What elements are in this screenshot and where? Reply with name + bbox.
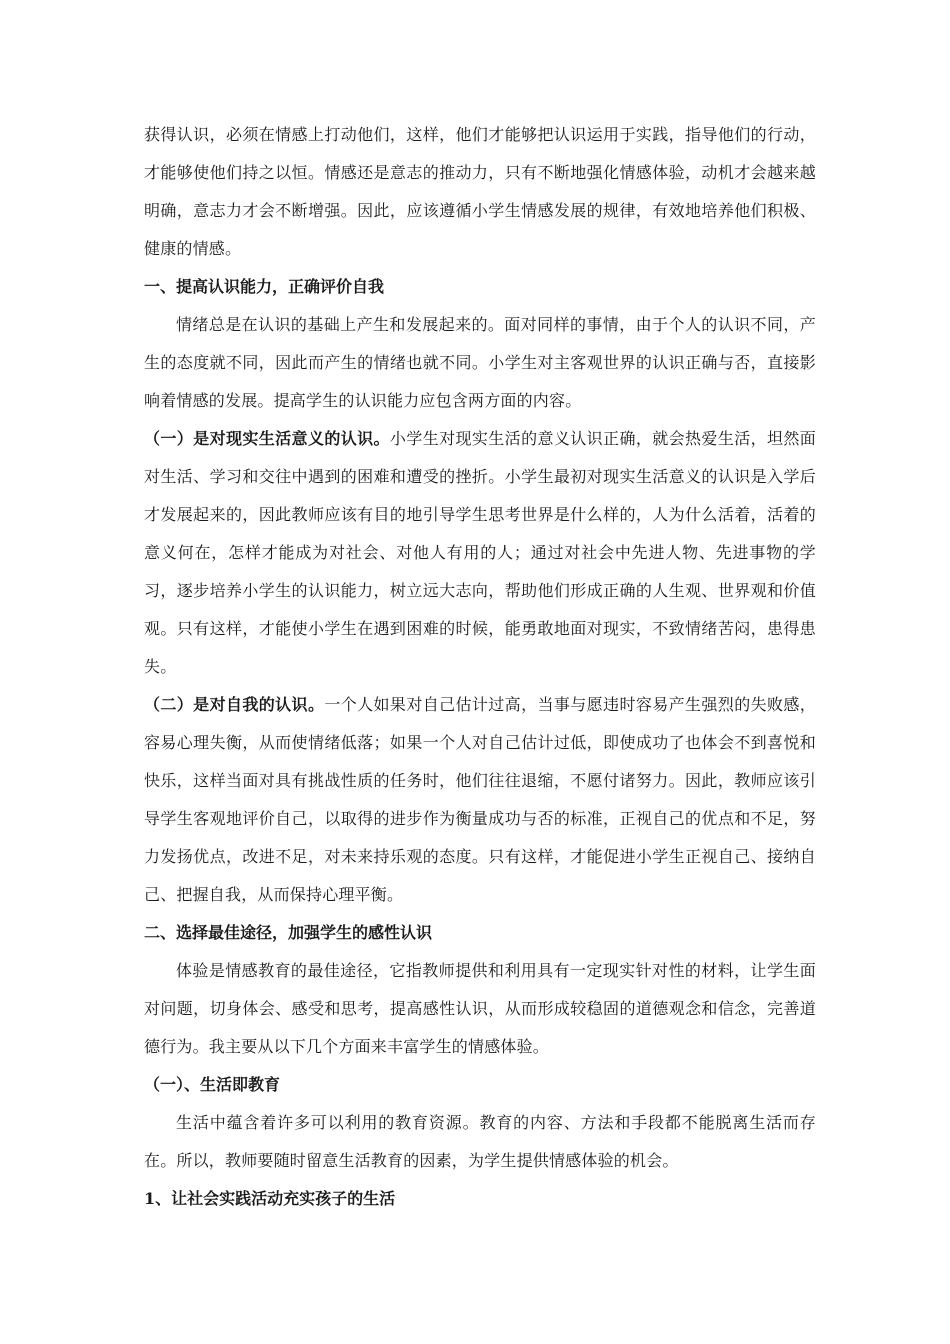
heading-section-2: 二、选择最佳途径，加强学生的感性认识 bbox=[144, 923, 433, 942]
heading-item-1: 1、让社会实践活动充实孩子的生活 bbox=[144, 1189, 396, 1208]
paragraph-intro: 获得认识，必须在情感上打动他们，这样，他们才能够把认识运用于实践，指导他们的行动，才能够使他们持之以恒。情感还是意志的推动力，只有不断地强化情感体验，动机才会越来越明确，意志力才会不断增强。因此，应该遵循小学生情感发展的规律，有效地培养他们积极、健康的情感。 bbox=[144, 125, 816, 258]
heading-section-1: 一、提高认识能力，正确评价自我 bbox=[144, 277, 385, 296]
paragraph-self-awareness bbox=[144, 686, 816, 914]
paragraph-life-meaning-lead: （一）是对现实生活意义的认识。 bbox=[144, 429, 390, 448]
paragraph-self-awareness-body: 一个人如果对自己估计过高，当事与愿违时容易产生强烈的失败感，容易心理失衡，从而使情绪低落；如果一个人对自己估计过低，即使成功了也体会不到喜悦和快乐，这样当面对具有挑战性质的任务时，他们往往退缩，不愿付诸努力。因此，教师应该引导学生客观地评价自己，以取得的进步作为衡量成功与否的标准，正视自己的优点和不足，努力发扬优点，改进不足，对未来持乐观的态度。只有这样，才能促进小学生正视自己、接纳自己、把握自我，从而保持心理平衡。 bbox=[144, 695, 816, 904]
heading-subsection-1: （一）、生活即教育 bbox=[144, 1075, 281, 1094]
paragraph-experience: 体验是情感教育的最佳途径，它指教师提供和利用具有一定现实针对性的材料，让学生面对问题，切身体会、感受和思考，提高感性认识，从而形成较稳固的道德观念和信念，完善道德行为。我主要从以下几个方面来丰富学生的情感体验。 bbox=[144, 961, 816, 1056]
paragraph-emotion-cognition: 情绪总是在认识的基础上产生和发展起来的。面对同样的事情，由于个人的认识不同，产生的态度就不同，因此而产生的情绪也就不同。小学生对主客观世界的认识正确与否，直接影响着情感的发展。提高学生的认识能力应包含两方面的内容。 bbox=[144, 315, 816, 410]
paragraph-life-meaning-body: 小学生对现实生活的意义认识正确，就会热爱生活，坦然面对生活、学习和交往中遇到的困难和遭受的挫折。小学生最初对现实生活意义的认识是入学后才发展起来的，因此教师应该有目的地引导学生思考世界是什么样的，人为什么活着，活着的意义何在，怎样才能成为对社会、对他人有用的人；通过对社会中先进人物、先进事物的学习，逐步培养小学生的认识能力，树立远大志向，帮助他们形成正确的人生观、世界观和价值观。只有这样，才能使小学生在遇到困难的时候，能勇敢地面对现实，不致情绪苦闷，患得患失。 bbox=[144, 429, 816, 676]
document-page bbox=[144, 116, 816, 1218]
paragraph-life-education: 生活中蕴含着许多可以利用的教育资源。教育的内容、方法和手段都不能脱离生活而存在。所以，教师要随时留意生活教育的因素，为学生提供情感体验的机会。 bbox=[144, 1113, 816, 1170]
paragraph-life-meaning bbox=[144, 420, 816, 686]
paragraph-self-awareness-lead: （二）是对自我的认识。 bbox=[144, 695, 325, 714]
